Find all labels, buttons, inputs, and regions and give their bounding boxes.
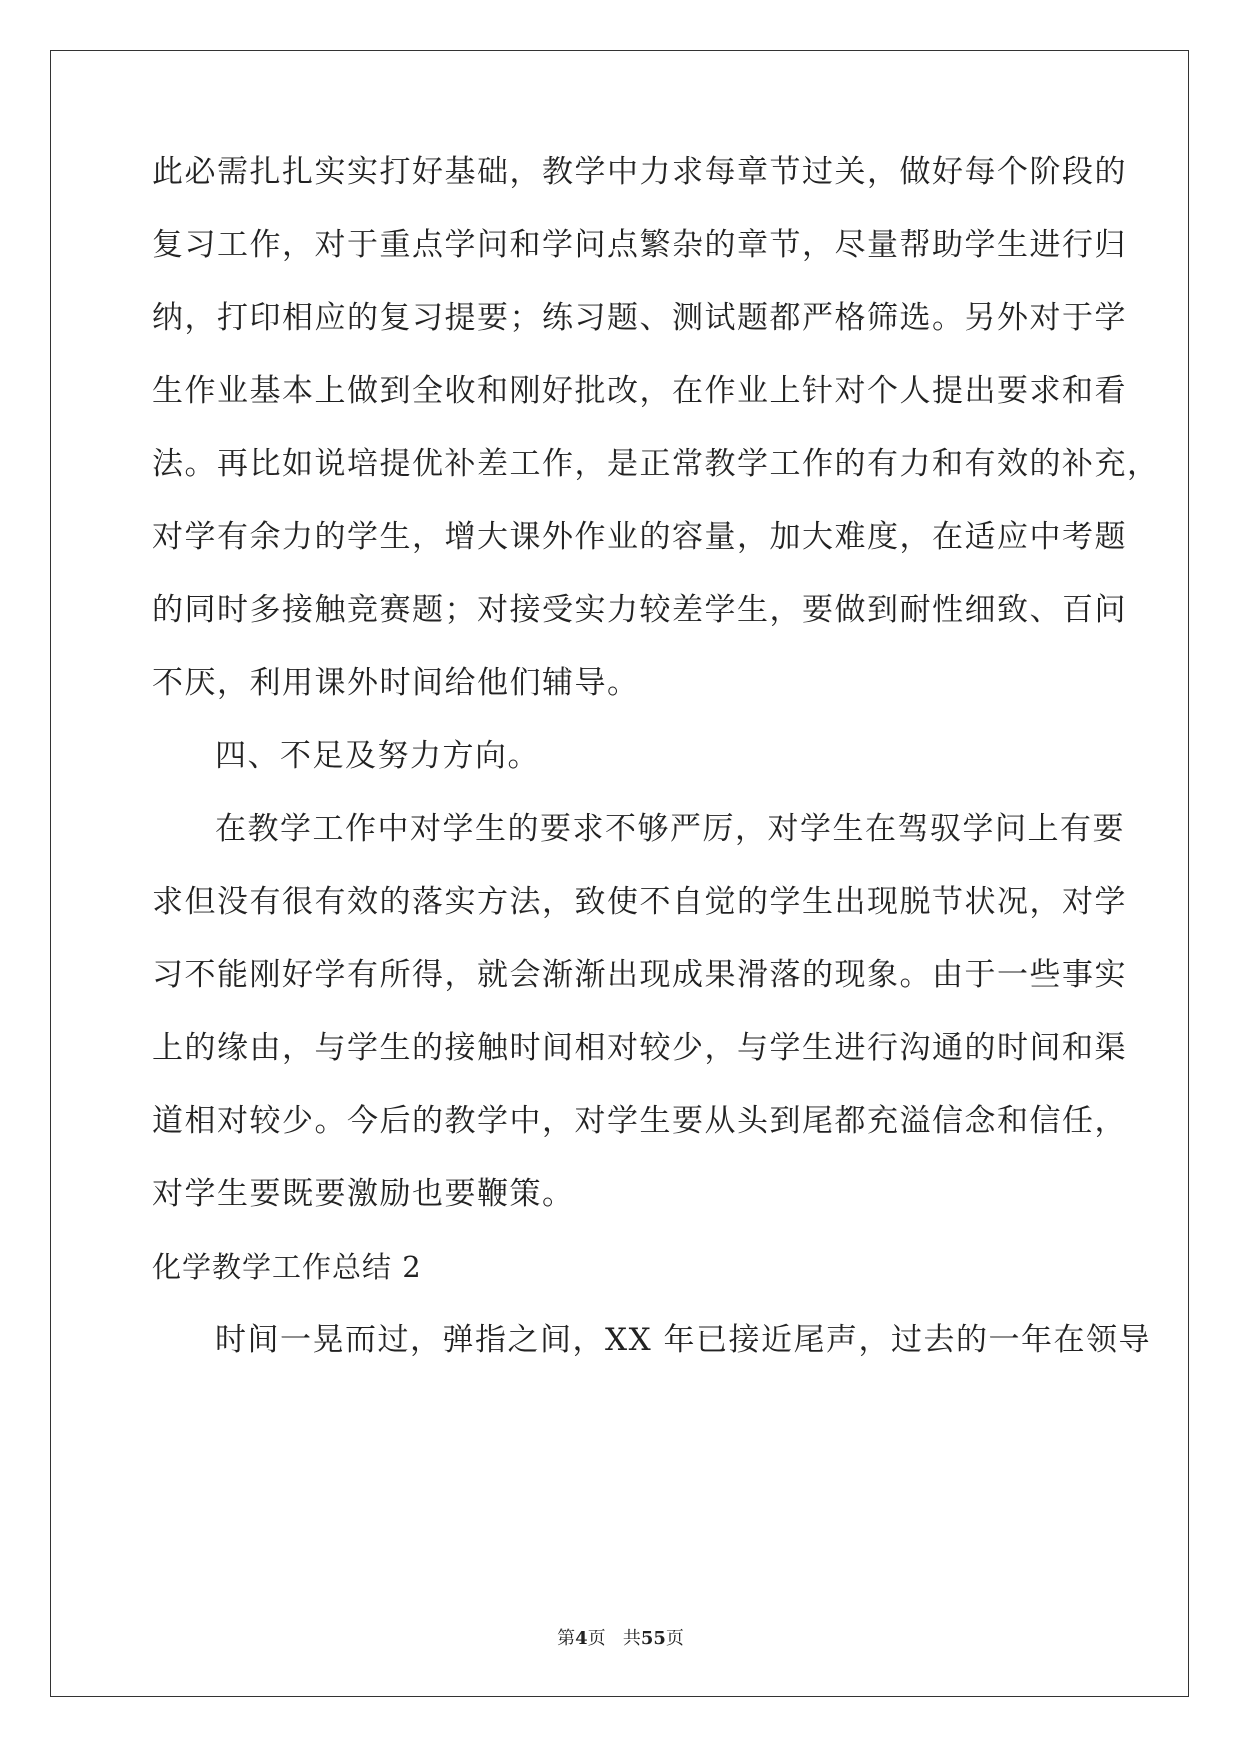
paragraph-line: 的同时多接触竞赛题；对接受实力较差学生，要做到耐性细致、百问 [152,592,1127,628]
paragraph-line: 法。再比如说培提优补差工作，是正常教学工作的有力和有效的补充， [152,446,1160,482]
paragraph-line: 上的缘由，与学生的接触时间相对较少，与学生进行沟通的时间和渠 [152,1030,1127,1066]
paragraph-line: 复习工作，对于重点学问和学问点繁杂的章节，尽量帮助学生进行归 [152,227,1127,263]
paragraph-line: 时间一晃而过，弹指之间，XX 年已接近尾声，过去的一年在领导 [215,1322,1151,1358]
footer-total-suffix: 页 [665,1628,684,1649]
document-title: 化学教学工作总结 2 [152,1250,422,1284]
paragraph-line: 对学生要既要激励也要鞭策。 [152,1176,575,1212]
footer-page-suffix: 页 [587,1628,606,1649]
paragraph-line: 对学有余力的学生，增大课外作业的容量，加大难度，在适应中考题 [152,519,1127,555]
paragraph-line: 不厌，利用课外时间给他们辅导。 [152,665,640,701]
footer-total-prefix: 共 [622,1628,641,1649]
paragraph-line: 在教学工作中对学生的要求不够严厉，对学生在驾驭学问上有要 [215,811,1125,847]
footer-prefix: 第 [557,1628,576,1649]
paragraph-line: 求但没有很有效的落实方法，致使不自觉的学生出现脱节状况，对学 [152,884,1127,920]
section-heading: 四、不足及努力方向。 [215,738,540,774]
paragraph-line: 道相对较少。今后的教学中，对学生要从头到尾都充溢信念和信任， [152,1103,1127,1139]
paragraph-line: 习不能刚好学有所得，就会渐渐出现成果滑落的现象。由于一些事实 [152,957,1127,993]
page-number: 4 [575,1628,588,1649]
paragraph-line: 纳，打印相应的复习提要；练习题、测试题都严格筛选。另外对于学 [152,300,1127,336]
total-pages: 55 [640,1628,666,1649]
paragraph-line: 生作业基本上做到全收和刚好批改，在作业上针对个人提出要求和看 [152,373,1127,409]
page-footer [0,1627,1241,1651]
paragraph-line: 此必需扎扎实实打好基础，教学中力求每章节过关，做好每个阶段的 [152,154,1127,190]
